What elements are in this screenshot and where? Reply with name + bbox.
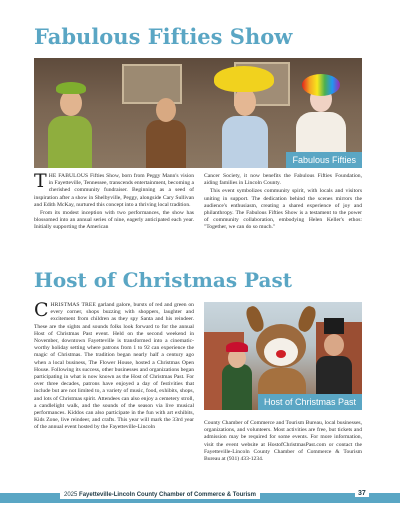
performer-green	[48, 116, 92, 168]
page-number: 37	[355, 490, 369, 497]
lead-in: HE FABULOUS	[48, 173, 89, 179]
green-hat	[56, 82, 86, 94]
footer-text	[60, 491, 260, 499]
top-hat	[324, 318, 344, 334]
paragraph: This event symbolizes community spirit, with locals and visitors uniting in support. The dedication behind the scenes mirrors the audience's enthusiasm, creating a shared experience of joy and philanthropy. The Fabulous Fifties Show is a testament to the power of community collaboration, embodying Helen Keller's ethos: "Together, we can do so much."	[204, 188, 362, 231]
paragraph: County Chamber of Commerce and Tourism Bureau, local businesses, organizations, and volunteers. Most activities are free, but tickets and admission may be required for some events. For more information, visit the event website at HostofChristmasPast.com or contact the Fayetteville-Lincoln County Chamber of Commerce & Tourism Bureau at (931) 433-1234.	[204, 420, 362, 463]
article1-column-2	[204, 173, 362, 233]
drop-cap: T	[34, 170, 47, 192]
drop-cap: C	[34, 299, 49, 321]
article2-column-2	[204, 420, 362, 464]
performer-head	[156, 98, 176, 122]
lead-in: HRISTMAS TREE	[50, 302, 96, 308]
reindeer-nose	[276, 350, 286, 358]
performer-blue-shirt	[222, 116, 268, 168]
performer-brown	[146, 120, 186, 168]
footer-year: 2025	[64, 492, 78, 498]
photo-caption: Host of Christmas Past	[258, 394, 362, 410]
paragraph: From its modest inception with two performances, the show has blossomed into an annual series of nine, eagerly anticipated each year. Initially supporting the American	[34, 210, 194, 231]
fabulous-fifties-photo	[34, 58, 362, 168]
yellow-hat	[214, 66, 274, 92]
host-of-christmas-past-photo	[204, 302, 362, 410]
performer-head	[234, 88, 256, 116]
article-title-fabulous-fifties: Fabulous Fifties Show	[34, 24, 293, 49]
article2-column-1	[34, 299, 194, 433]
reindeer-antler	[296, 304, 318, 333]
footer-org: Fayetteville-Lincoln County Chamber of Commerce & Tourism	[79, 492, 256, 498]
photo-caption: Fabulous Fifties	[286, 152, 362, 168]
person-head	[324, 334, 344, 356]
article1-column-1	[34, 170, 194, 233]
paragraph: garland galore, bursts of red and green on every corner, shops buzzing with shoppers, laughter and excitement from children as they spy Santa and his reindeer. These are the sights and sounds folks look forward to for the annual Host of Christmas Past event. Held on the second weekend in November, downtown Fayetteville is transformed into a cinematic-worthy holiday setting where patrons from 1 to 92 can experience the magic of Christmas. The tradition began nearly half a century ago when a local business, The Flower House, hosted a Christmas Open House. Following its success, other businesses and organizations began participating in what is now known as the Host of Christmas Past. For over three decades, patrons have enjoyed a day of festivities that include but are not limited to, a variety of music, food, exhibits, shops, and lots of Christmas spirit. Attendees can also enjoy a cemetery stroll, a candlelight walk, and the sounds of the season via live musical performances. Kiddos can also participate in the fun with art exhibits, Kids Zone, live reindeer, and crafts. This year will mark the 33rd year of the annual event hosted by the Fayetteville-Lincoln	[34, 302, 194, 431]
rainbow-wig	[302, 74, 340, 96]
article-title-host-of-christmas-past: Host of Christmas Past	[34, 268, 292, 292]
paragraph: Cancer Society, it now benefits the Fabulous Fifties Foundation, aiding families in Lincoln County.	[204, 173, 362, 187]
paragraph: Fifties Show, born from Peggy Mann's vision in Fayetteville, Tennessee, transcends entertainment, becoming a cherished community fundraiser. Beginning as a seed of inspiration after a show in Shelbyville, Peggy, alongside Cary Sullivan and Edith McKay, nurtured this concept into a thriving local tradition.	[34, 173, 194, 208]
person-red-hat	[222, 364, 252, 410]
red-hat	[226, 342, 248, 352]
stage-window	[122, 64, 182, 104]
